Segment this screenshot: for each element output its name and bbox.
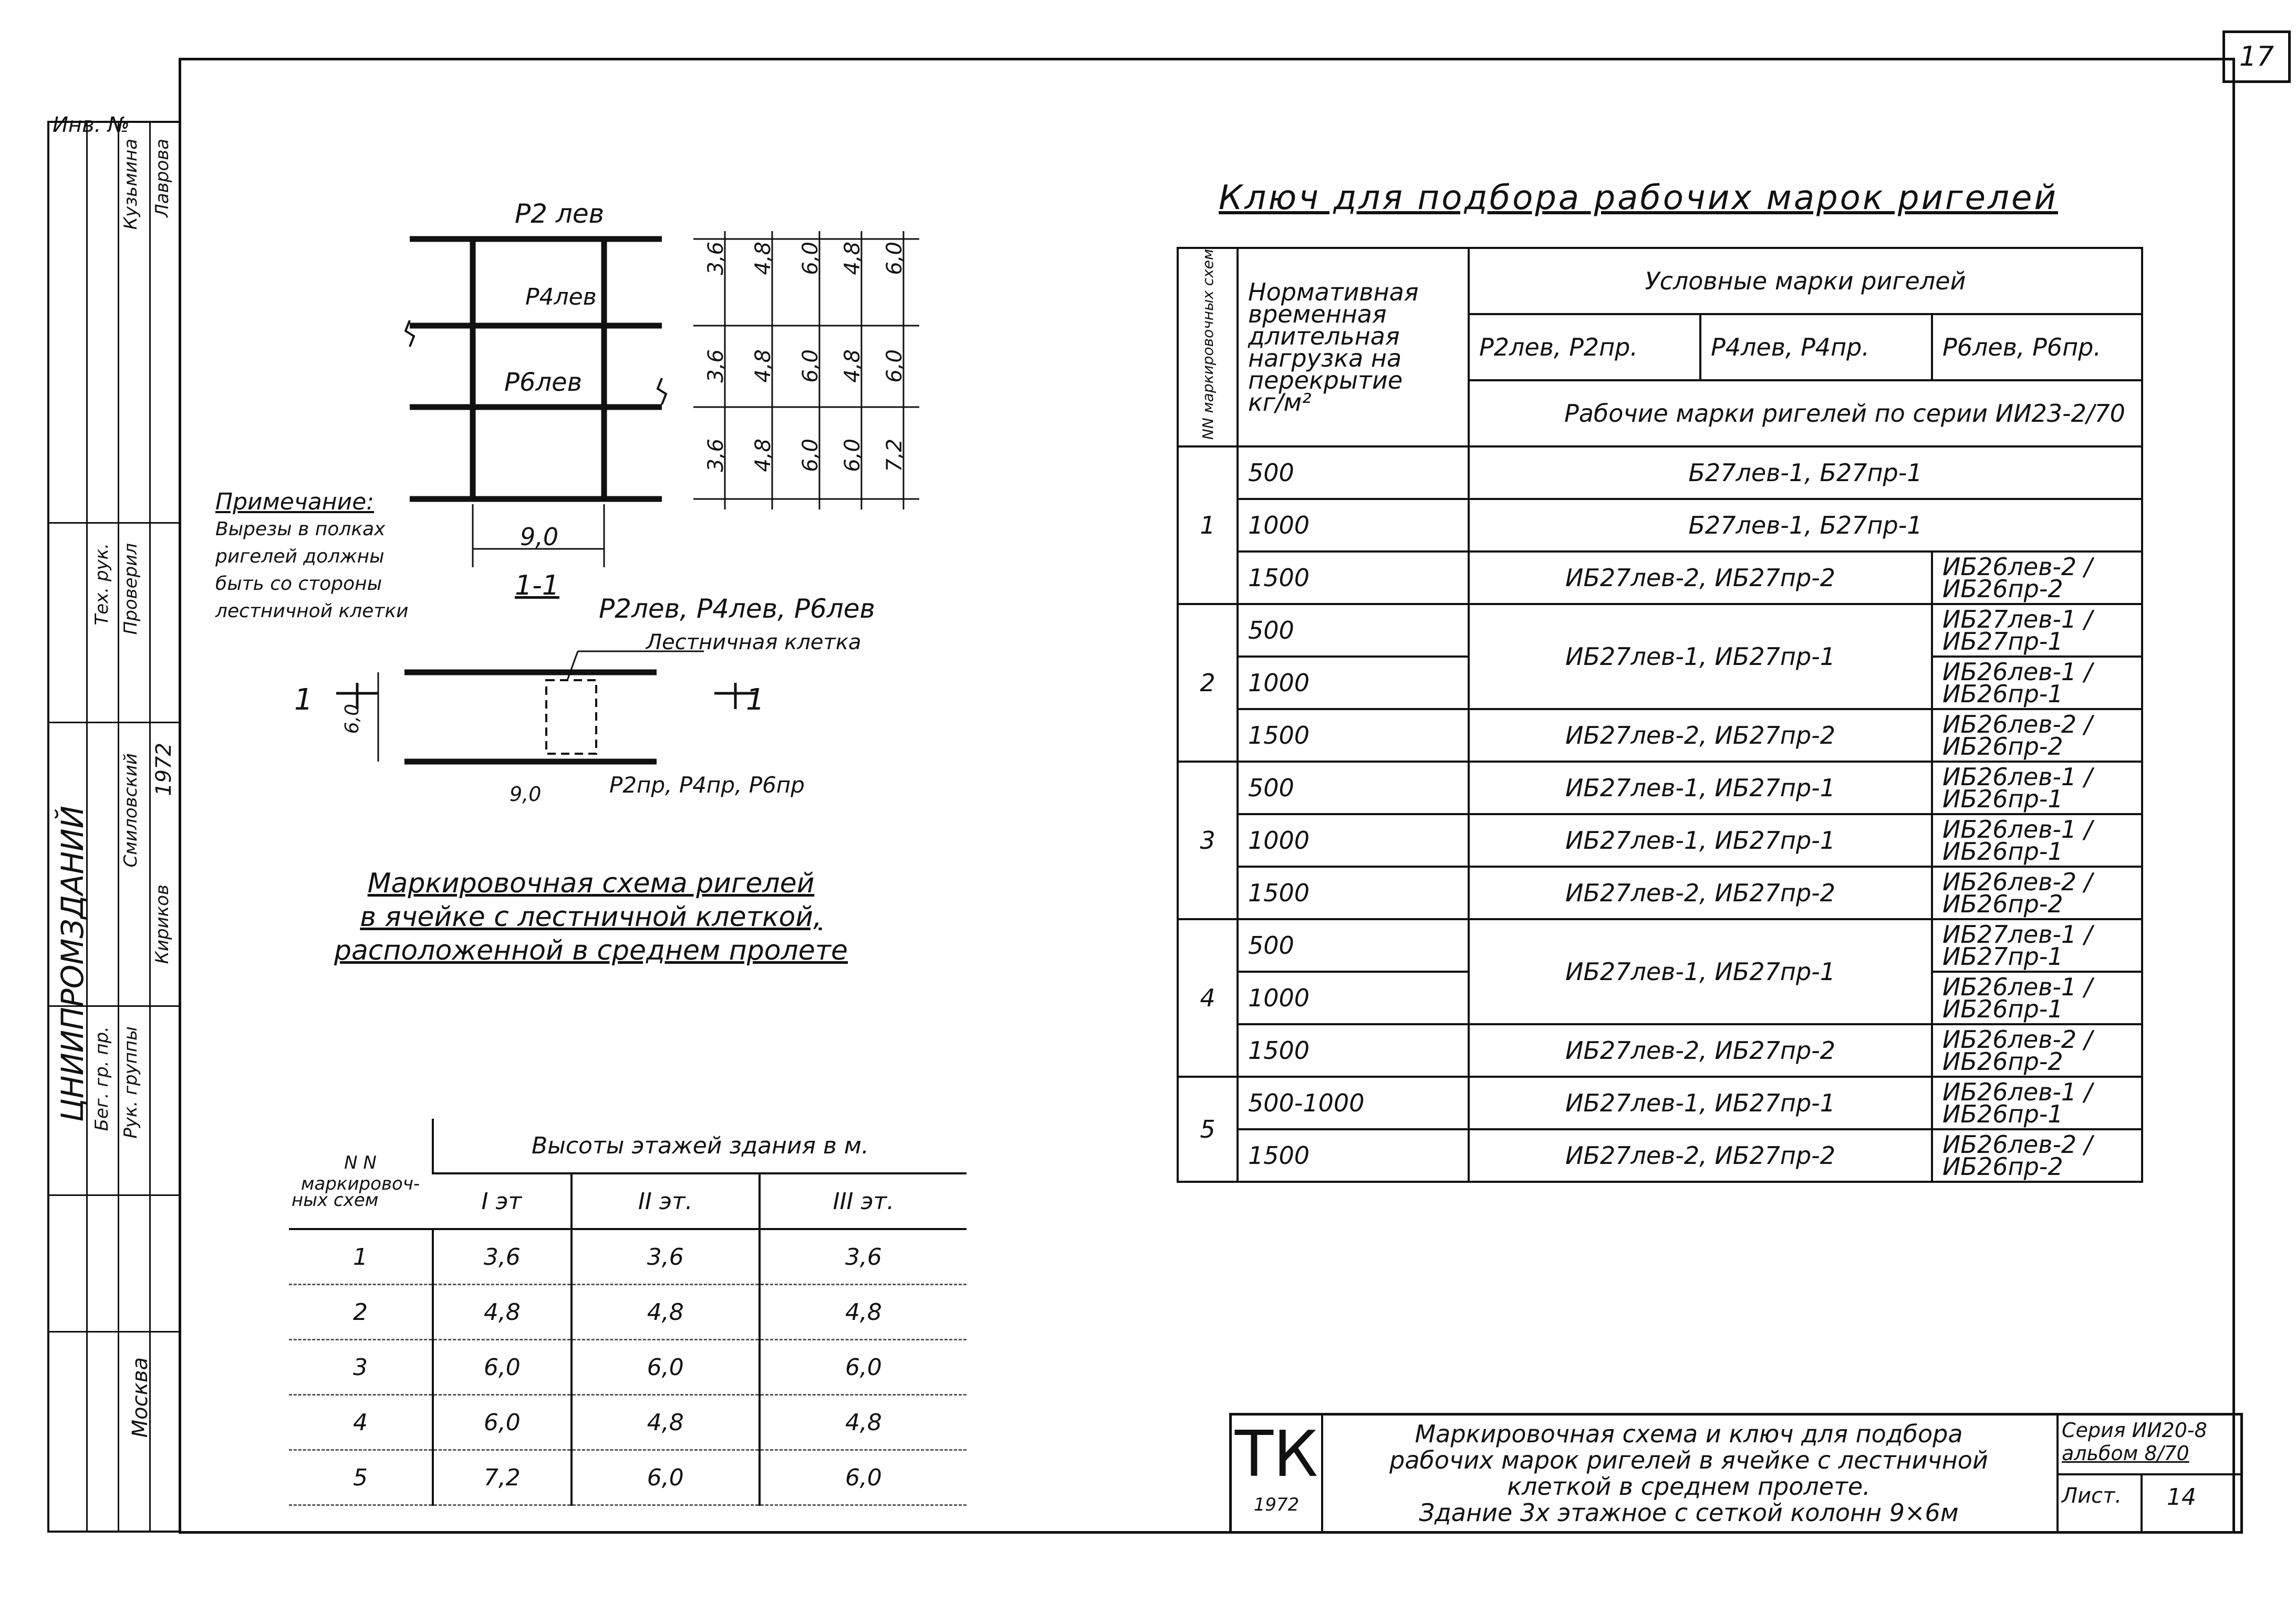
cell: 6,0 xyxy=(572,1340,760,1395)
section-marks-bottom: Р2пр, Р4пр, Р6пр xyxy=(609,772,805,798)
marks-a: ИБ27лев-2, ИБ27пр-2 xyxy=(1469,867,1932,919)
col1-line-3: ных схем xyxy=(292,1190,379,1211)
h-dim: 7,2 xyxy=(882,439,907,472)
group-n: 1 xyxy=(1178,446,1238,604)
cell: 6,0 xyxy=(572,1450,760,1505)
marks-a: ИБ27лев-2, ИБ27пр-2 xyxy=(1469,1129,1932,1182)
group-n: 5 xyxy=(1178,1077,1238,1182)
cut-left: 1 xyxy=(294,683,313,717)
cell: 3,6 xyxy=(433,1229,572,1285)
cell: 3,6 xyxy=(760,1229,967,1285)
cell: 4 xyxy=(289,1395,433,1450)
key-col-load xyxy=(1238,248,1469,446)
h-dim: 4,8 xyxy=(751,349,775,383)
marks-a: ИБ27лев-1, ИБ27пр-1 xyxy=(1469,919,1932,1024)
scheme-label-p6: Р6лев xyxy=(504,368,582,397)
h-dim: 6,0 xyxy=(840,439,865,472)
load: 1000 xyxy=(1238,814,1469,867)
title-text xyxy=(1332,1421,2046,1526)
load-h: перекрытие xyxy=(1248,366,1403,395)
load: 500 xyxy=(1238,762,1469,814)
key-col-marks: Условные марки ригелей xyxy=(1469,248,2142,314)
marks-b: ИБ26лев-2 / ИБ26пр-2 xyxy=(1932,1024,2142,1077)
stamp-year: 1972 xyxy=(152,743,176,796)
inv-label: Инв. № xyxy=(53,113,130,137)
marks-a: ИБ27лев-1, ИБ27пр-1 xyxy=(1469,762,1932,814)
load: 1500 xyxy=(1238,709,1469,762)
h-dim: 6,0 xyxy=(882,349,907,383)
group-n: 3 xyxy=(1178,762,1238,919)
cell: 4,8 xyxy=(572,1285,760,1340)
marks-b: ИБ27лев-1 / ИБ27пр-1 xyxy=(1932,919,2142,972)
marks-a: Б27лев-1, Б27пр-1 xyxy=(1469,499,2142,551)
mark-p2: Р2лев, Р2пр. xyxy=(1469,314,1700,380)
note-line: Вырезы в полках xyxy=(215,518,386,540)
scheme-label-p2: Р2 лев xyxy=(515,199,605,229)
note-line: ригелей должны xyxy=(215,546,385,567)
album-text: альбом 8/70 xyxy=(2062,1442,2189,1465)
heights-header: Высоты этажей здания в м. xyxy=(433,1119,967,1173)
marks-a: ИБ27лев-2, ИБ27пр-2 xyxy=(1469,709,1932,762)
marks-b: ИБ26лев-1 / ИБ26пр-1 xyxy=(1932,972,2142,1024)
series-text: Серия ИИ20-8 xyxy=(2062,1419,2207,1442)
stamp-name-4: Кузьмина xyxy=(120,139,141,230)
cell: 7,2 xyxy=(433,1450,572,1505)
mark-p6: Р6лев, Р6пр. xyxy=(1932,314,2142,380)
h-dim: 6,0 xyxy=(798,349,823,383)
h-dim: 6,0 xyxy=(798,439,823,472)
work-marks: Рабочие марки ригелей по серии ИИ23-2/70 xyxy=(1469,380,2142,446)
load: 500 xyxy=(1238,604,1469,657)
cell: 4,8 xyxy=(572,1395,760,1450)
note-line: лестничной клетки xyxy=(215,600,409,622)
h-dim: 3,6 xyxy=(704,349,728,383)
stamp-role-tech: Тех. рук. xyxy=(91,543,112,626)
series xyxy=(2062,1419,2207,1465)
h-dim: 6,0 xyxy=(798,242,823,275)
marks-a: ИБ27лев-1, ИБ27пр-1 xyxy=(1469,604,1932,709)
load: 500 xyxy=(1238,919,1469,972)
h-dim: 4,8 xyxy=(751,439,775,472)
sheet-label: Лист. xyxy=(2062,1484,2122,1508)
mark-p4: Р4лев, Р4пр. xyxy=(1700,314,1932,380)
group-n: 4 xyxy=(1178,919,1238,1077)
cell: 6,0 xyxy=(760,1450,967,1505)
load: 1500 xyxy=(1238,1129,1469,1182)
marks-a: ИБ27лев-1, ИБ27пр-1 xyxy=(1469,1077,1932,1129)
key-col-scheme-text: NN маркировочных схем xyxy=(1199,249,1217,440)
load: 1000 xyxy=(1238,972,1469,1024)
title-logo xyxy=(1232,1416,1321,1531)
cell: 4,8 xyxy=(433,1285,572,1340)
scheme-caption xyxy=(310,867,872,967)
caption-line: расположенной в среднем пролете xyxy=(334,935,848,966)
load-h: длительная xyxy=(1248,322,1400,351)
group-n: 2 xyxy=(1178,604,1238,762)
key-table xyxy=(1177,247,2143,1183)
marks-a: ИБ27лев-1, ИБ27пр-1 xyxy=(1469,814,1932,867)
logo-year: 1972 xyxy=(1253,1494,1300,1515)
left-stamp xyxy=(47,121,181,1533)
key-col-scheme xyxy=(1178,248,1238,446)
marks-b: ИБ26лев-2 / ИБ26пр-2 xyxy=(1932,867,2142,919)
h-dim: 3,6 xyxy=(704,242,728,275)
caption-line: Маркировочная схема ригелей xyxy=(367,868,815,899)
marks-a: Б27лев-1, Б27пр-1 xyxy=(1469,446,2142,499)
load-h: кг/м² xyxy=(1248,388,1312,417)
city: Москва xyxy=(128,1357,152,1438)
cut-right: 1 xyxy=(746,683,765,717)
floor-3: III эт. xyxy=(760,1173,967,1229)
sheet-number: 17 xyxy=(2222,30,2291,83)
key-title: Ключ для подбора рабочих марок ригелей xyxy=(1219,179,2058,217)
scheme-label-p4: Р4лев xyxy=(525,284,597,310)
floor-1: I эт xyxy=(433,1173,572,1229)
load: 500-1000 xyxy=(1238,1077,1469,1129)
cell: 1 xyxy=(289,1229,433,1285)
marks-b: ИБ26лев-1 / ИБ26пр-1 xyxy=(1932,762,2142,814)
marks-b: ИБ26лев-1 / ИБ26пр-1 xyxy=(1932,814,2142,867)
title-block xyxy=(1229,1413,2243,1534)
load: 1000 xyxy=(1238,657,1469,709)
floor-2: II эт. xyxy=(572,1173,760,1229)
cell: 4,8 xyxy=(760,1285,967,1340)
marks-b: ИБ26лев-2 / ИБ26пр-2 xyxy=(1932,709,2142,762)
cell: 3 xyxy=(289,1340,433,1395)
title-line: клеткой в среднем пролете. xyxy=(1507,1472,1871,1501)
h-dim: 4,8 xyxy=(840,242,865,275)
stamp-role-head: Рук. группы xyxy=(120,1026,141,1139)
h-dim: 3,6 xyxy=(704,439,728,472)
stamp-name-2: Кириков xyxy=(152,884,173,964)
note-title: Примечание: xyxy=(215,488,375,515)
h-dim: 4,8 xyxy=(751,242,775,275)
cell: 4,8 xyxy=(760,1395,967,1450)
marks-b: ИБ27лев-1 / ИБ27пр-1 xyxy=(1932,604,2142,657)
title-line: Здание 3х этажное с сеткой колонн 9×6м xyxy=(1419,1498,1959,1527)
load: 1500 xyxy=(1238,1024,1469,1077)
load-h: нагрузка на xyxy=(1248,344,1402,373)
cell: 3,6 xyxy=(572,1229,760,1285)
note xyxy=(215,488,409,625)
marks-b: ИБ26лев-2 / ИБ26пр-2 xyxy=(1932,551,2142,604)
marks-b: ИБ26лев-1 / ИБ26пр-1 xyxy=(1932,1077,2142,1129)
section-label: 1-1 xyxy=(515,570,559,601)
cell: 2 xyxy=(289,1285,433,1340)
load-h: временная xyxy=(1248,300,1387,329)
title-line: Маркировочная схема и ключ для подбора xyxy=(1415,1420,1963,1448)
load-h: Нормативная xyxy=(1248,278,1419,307)
cell: 6,0 xyxy=(433,1340,572,1395)
caption-line: в ячейке с лестничной клеткой, xyxy=(360,901,822,933)
col1-line: N N xyxy=(344,1152,377,1173)
stamp-name-3: Лаврова xyxy=(152,139,173,217)
load: 1000 xyxy=(1238,499,1469,551)
stamp-name-1: Смиловский xyxy=(120,753,141,868)
stamp-role-check: Проверил xyxy=(120,543,141,635)
h-dim: 6,0 xyxy=(882,242,907,275)
height-dim: 6,0 xyxy=(341,704,363,734)
note-line: быть со стороны xyxy=(215,573,382,595)
stamp-role-gip: Бег. гр. пр. xyxy=(91,1026,112,1131)
heights-table xyxy=(289,1119,967,1506)
marks-a: ИБ27лев-2, ИБ27пр-2 xyxy=(1469,551,1932,604)
logo-text: ТК xyxy=(1234,1418,1318,1491)
cell: 6,0 xyxy=(433,1395,572,1450)
col1-line: маркировоч- xyxy=(300,1173,420,1194)
marks-b: ИБ26лев-2 / ИБ26пр-2 xyxy=(1932,1129,2142,1182)
stair-label: Лестничная клетка xyxy=(646,630,861,654)
load: 1500 xyxy=(1238,551,1469,604)
span-dim: 9,0 xyxy=(510,783,542,806)
marks-b: ИБ26лев-1 / ИБ26пр-1 xyxy=(1932,657,2142,709)
sheet-value: 14 xyxy=(2167,1484,2196,1511)
section-marks-top: Р2лев, Р4лев, Р6лев xyxy=(599,594,876,624)
title-line: рабочих марок ригелей в ячейке с лестничной xyxy=(1389,1446,1988,1474)
marks-a: ИБ27лев-2, ИБ27пр-2 xyxy=(1469,1024,1932,1077)
load: 500 xyxy=(1238,446,1469,499)
load: 1500 xyxy=(1238,867,1469,919)
cell: 5 xyxy=(289,1450,433,1505)
heights-col1 xyxy=(289,1119,433,1229)
cell: 6,0 xyxy=(760,1340,967,1395)
scheme-span: 9,0 xyxy=(520,523,559,551)
h-dim: 4,8 xyxy=(840,349,865,383)
institute-name: ЦНИИПРОМЗДАНИЙ xyxy=(55,806,90,1122)
